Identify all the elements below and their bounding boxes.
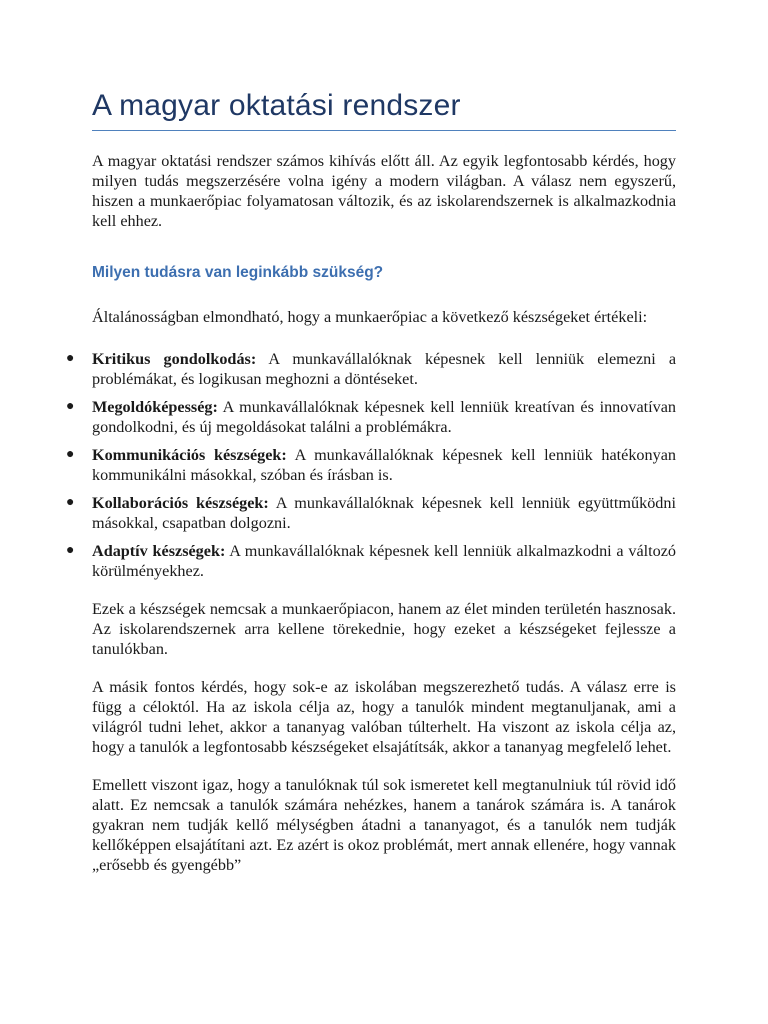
list-item	[66, 493, 676, 533]
section-heading: Milyen tudásra van leginkább szükség?	[92, 264, 384, 281]
list-item	[66, 349, 676, 389]
skill-text: A munkavállalóknak képesnek kell lenniük alkalmazkodni a változó körülményekhez.	[92, 542, 676, 580]
list-item	[66, 445, 676, 485]
document-page	[66, 88, 676, 875]
bullet-icon: ●	[66, 447, 75, 462]
document-title: A magyar oktatási rendszer	[92, 88, 676, 131]
skill-name: Kommunikációs készségek:	[92, 446, 287, 464]
bullet-icon: ●	[66, 399, 75, 414]
list-item	[66, 397, 676, 437]
skills-list	[66, 349, 676, 581]
skill-name: Megoldóképesség:	[92, 398, 218, 416]
bullet-icon: ●	[66, 543, 75, 558]
intro-paragraph: A magyar oktatási rendszer számos kihívás előtt áll. Az egyik legfontosabb kérdés, hogy milyen tudás megszerzésére volna igény a modern világban. A válasz nem egyszerű, hiszen a munkaerőpiac folyamatosan változik, és az iskolarendszernek is alkalmazkodnia kell ehhez.	[92, 152, 676, 230]
skill-name: Kritikus gondolkodás:	[92, 350, 257, 368]
skill-text: A munkavállalóknak képesnek kell lenniük kreatívan és innovatívan gondolkodni, és új megoldásokat találni a problémákra.	[92, 398, 676, 436]
bullet-icon: ●	[66, 495, 75, 510]
skills-useful-paragraph: Ezek a készségek nemcsak a munkaerőpiacon, hanem az élet minden területén hasznosak. Az iskolarendszernek arra kellene törekednie, hogy ezeket a készségeket fejlessze a tanulókban.	[92, 600, 676, 658]
skill-text: A munkavállalóknak képesnek kell lenniük elemezni a problémákat, és logikusan meghozni a döntéseket.	[92, 350, 676, 388]
lead-paragraph: Általánosságban elmondható, hogy a munkaerőpiac a következő készségeket értékeli:	[92, 308, 648, 326]
however-paragraph: Emellett viszont igaz, hogy a tanulóknak túl sok ismeretet kell megtanulniuk túl rövid idő alatt. Ez nemcsak a tanulók számára nehézkes, hanem a tanárok számára is. A tanárok gyakran nem tudják kellő mélységben átadni a tananyagot, és a tanulók nem tudják kellőképpen elsajátítani azt. Ez azért is okoz problémát, mert annak ellenére, hogy vannak „erősebb és gyengébb”	[92, 776, 676, 874]
skill-text: A munkavállalóknak képesnek kell lenniük hatékonyan kommunikálni másokkal, szóban és írásban is.	[92, 446, 676, 484]
skill-name: Kollaborációs készségek:	[92, 494, 269, 512]
bullet-icon: ●	[66, 351, 75, 366]
skill-name: Adaptív készségek:	[92, 542, 226, 560]
skill-text: A munkavállalóknak képesnek kell lenniük együttműködni másokkal, csapatban dolgozni.	[92, 494, 676, 532]
second-question-paragraph: A másik fontos kérdés, hogy sok-e az iskolában megszerezhető tudás. A válasz erre is függ a céloktól. Ha az iskola célja az, hogy a tanulók mindent megtanuljanak, ami a világról tudni lehet, akkor a tananyag valóban túlterhelt. Ha viszont az iskola célja az, hogy a tanulók a legfontosabb készségeket elsajátítsák, akkor a tananyag megfelelő lehet.	[92, 678, 676, 756]
list-item	[66, 541, 676, 581]
